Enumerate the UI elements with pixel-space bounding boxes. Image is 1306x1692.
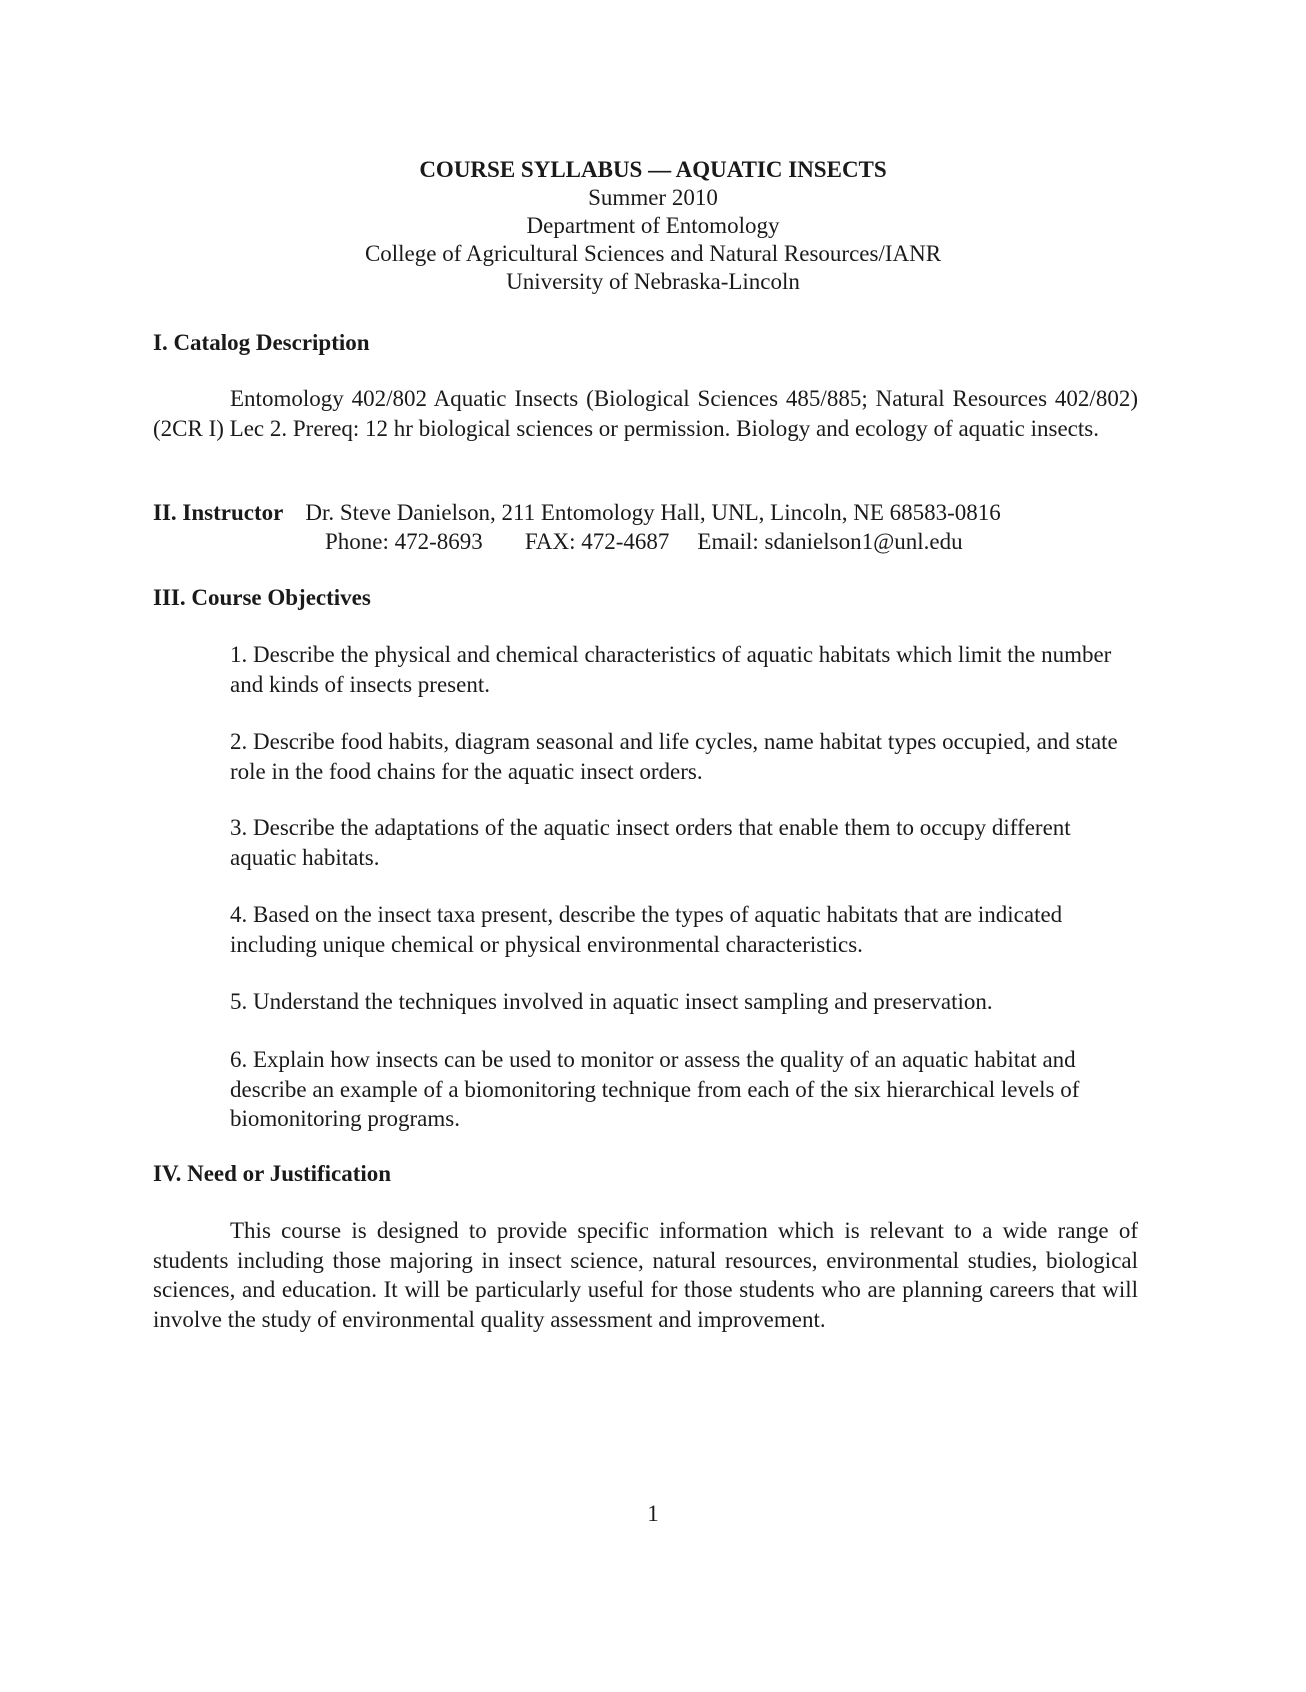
department-line: Department of Entomology [526,213,780,238]
objective-item: 2. Describe food habits, diagram seasonal and life cycles, name habitat types occupied, and state role in the food chains for the aquatic insect orders. [230,729,1118,784]
instructor-fax: FAX: 472-4687 [524,529,670,554]
objective-item: 1. Describe the physical and chemical characteristics of aquatic habitats which limit the number and kinds of insects present. [230,642,1112,697]
objectives-heading: III. Course Objectives [153,585,371,610]
catalog-paragraph [153,384,1138,443]
college-line: College of Agricultural Sciences and Natural Resources/IANR [364,241,942,266]
objective-item: 4. Based on the insect taxa present, describe the types of aquatic habitats that are indicated including unique chemical or physical environmental characteristics. [230,902,1063,957]
contact-row [325,527,963,557]
catalog-heading: I. Catalog Description [153,330,370,355]
instructor-heading: II. Instructor [153,500,284,525]
title-block [0,156,1306,296]
objective-item: 3. Describe the adaptations of the aquatic insect orders that enable them to occupy different aquatic habitats. [230,815,1071,870]
term-line: Summer 2010 [588,185,718,210]
objective-item: 6. Explain how insects can be used to monitor or assess the quality of an aquatic habitat and describe an example of a biomonitoring technique from each of the six hierarchical levels of biomonitoring programs. [230,1047,1080,1131]
instructor-phone: Phone: 472-8693 [325,529,483,554]
instructor-email: Email: sdanielson1@unl.edu [697,529,963,554]
catalog-text: Entomology 402/802 Aquatic Insects (Biological Sciences 485/885; Natural Resources 402/802) (2CR I) Lec 2. Prereq: 12 hr biological sciences or permission. Biology and ecology of aquatic insects. [153,386,1138,441]
page-number: 1 [647,1501,659,1526]
instructor-name-address: Dr. Steve Danielson, 211 Entomology Hall, UNL, Lincoln, NE 68583-0816 [305,500,1001,525]
justification-paragraph [153,1216,1138,1334]
objective-item: 5. Understand the techniques involved in aquatic insect sampling and preservation. [230,989,993,1014]
instructor-row [153,498,1001,528]
justification-text: This course is designed to provide specific information which is relevant to a wide range of students including those majoring in insect science, natural resources, environmental studies, biological sciences, and education. It will be particularly useful for those students who are planning careers that will involve the study of environmental quality assessment and improvement. [153,1218,1138,1332]
justification-heading: IV. Need or Justification [153,1161,392,1186]
document-title: COURSE SYLLABUS — AQUATIC INSECTS [419,157,887,182]
university-line: University of Nebraska-Lincoln [506,269,800,294]
